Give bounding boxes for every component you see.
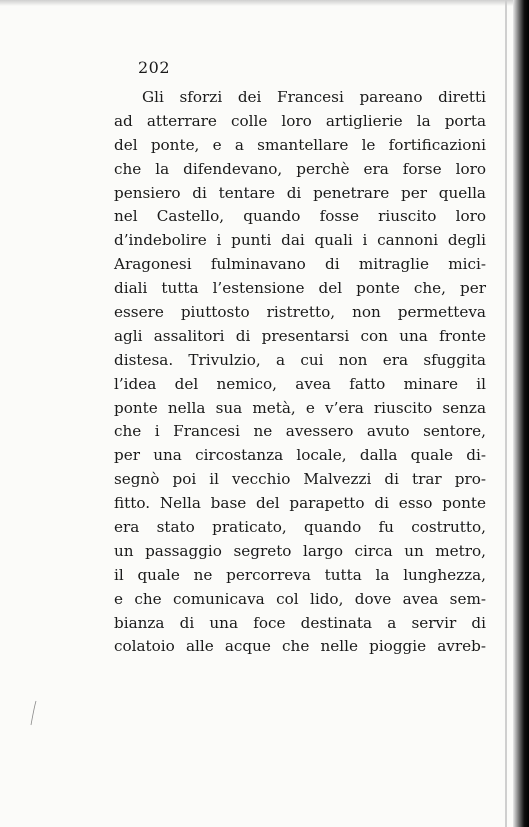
page-number: 202 — [138, 58, 171, 77]
text-line: Gli sforzi dei Francesi pareano diretti — [142, 88, 486, 106]
text-line: Aragonesi fulminavano di mitraglie mici- — [114, 255, 486, 274]
text-line: e che comunicava col lido, dove avea sem- — [114, 589, 486, 608]
text-line: che i Francesi ne avessero avuto sentore, — [114, 422, 486, 441]
text-line: diali tutta l’estensione del ponte che, per — [114, 279, 486, 298]
scan-top-edge — [0, 0, 529, 6]
page-edge-line — [505, 0, 507, 827]
text-line: nel Castello, quando fosse riuscito loro — [114, 207, 486, 226]
text-line: fitto. Nella base del parapetto di esso ponte — [114, 494, 486, 513]
text-line: essere piuttosto ristretto, non permetteva — [114, 303, 486, 322]
text-line: del ponte, e a smantellare le fortificazioni — [114, 135, 486, 154]
text-line: agli assalitori di presentarsi con una fronte — [114, 326, 486, 345]
text-line: per una circostanza locale, dalla quale di- — [114, 446, 486, 465]
text-line: l’idea del nemico, avea fatto minare il — [114, 374, 486, 393]
text-line: distesa. Trivulzio, a cui non era sfuggita — [114, 350, 486, 369]
text-line: d’indebolire i punti dai quali i cannoni degli — [114, 231, 486, 250]
scan-right-edge — [513, 0, 529, 827]
text-line: bianza di una foce destinata a servir di — [114, 613, 486, 632]
text-line: pensiero di tentare di penetrare per quella — [114, 183, 486, 202]
text-line: segnò poi il vecchio Malvezzi di trar pro- — [114, 470, 486, 489]
text-line: che la difendevano, perchè era forse loro — [114, 159, 486, 178]
text-line: colatoio alle acque che nelle pioggie avreb- — [114, 637, 486, 656]
text-line: era stato praticato, quando fu costrutto, — [114, 518, 486, 537]
body-text — [114, 86, 486, 659]
margin-pencil-mark — [30, 700, 38, 726]
text-line: un passaggio segreto largo circa un metro, — [114, 541, 486, 560]
text-line: ponte nella sua metà, e v’era riuscito senza — [114, 398, 486, 417]
text-line: il quale ne percorreva tutta la lunghezza, — [114, 565, 486, 584]
text-line: ad atterrare colle loro artiglierie la porta — [114, 111, 486, 130]
